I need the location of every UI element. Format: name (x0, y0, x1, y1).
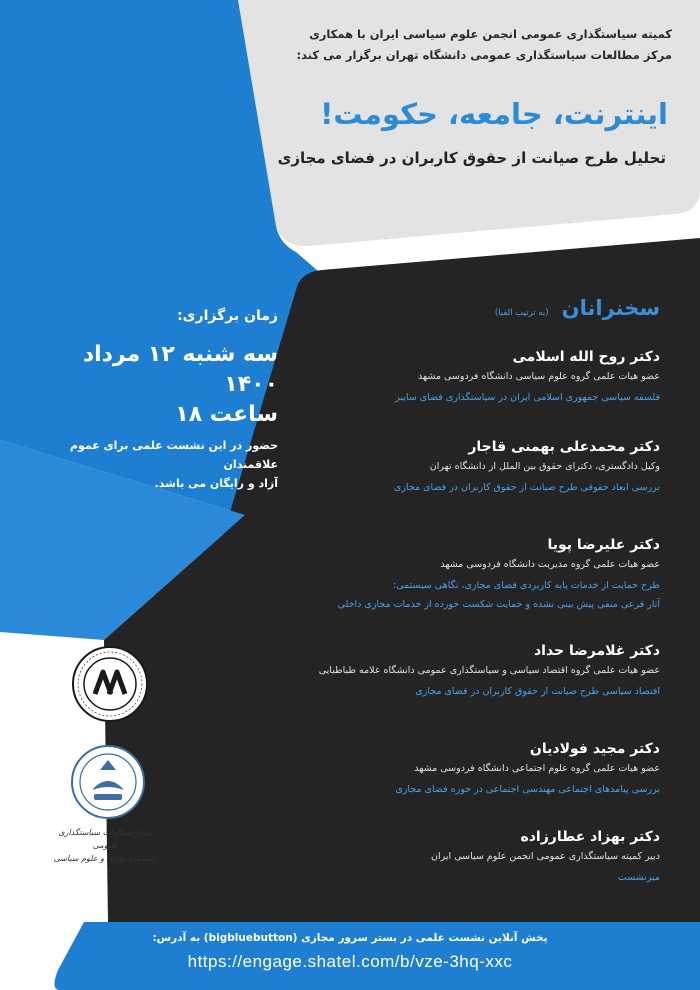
speaker-topic: فلسفه سیاسی جمهوری اسلامی ایران در سیاستگذاری فضای سایبر (395, 392, 660, 403)
speaker-name: دکتر روح الله اسلامی (512, 349, 660, 365)
speaker-affiliation: وکیل دادگستری، دکترای حقوق بین الملل از دانشگاه تهران (429, 461, 660, 472)
center-name (50, 826, 160, 865)
speaker-topic-continued: آثار فرعی منفی پیش بینی نشده و حمایت شکست خورده از خدمات مجازی داخلی (337, 599, 660, 610)
event-subtitle: تحلیل طرح صیانت از حقوق کاربران در فضای مجازی (277, 149, 666, 167)
stream-url-link[interactable]: https://engage.shatel.com/b/vze-3hq-xxc (187, 952, 513, 971)
intro-line-2: مرکز مطالعات سیاستگذاری عمومی دانشگاه تهران برگزار می کند: (296, 48, 672, 62)
speaker-block (330, 346, 660, 407)
speaker-name: دکتر علیرضا پویا (547, 537, 660, 553)
speaker-block (330, 738, 660, 799)
stream-footer (0, 928, 700, 976)
speaker-name: دکتر غلامرضا حداد (533, 643, 660, 659)
speakers-order-note: (به ترتیب الفبا) (494, 308, 549, 318)
note-line-2: آزاد و رایگان می باشد. (154, 477, 278, 490)
speaker-topic: بررسی ابعاد حقوقی طرح صیانت از حقوق کاربران در فضای مجازی (393, 482, 660, 493)
speakers-heading (495, 296, 660, 320)
speaker-topic: بررسی پیامدهای اجتماعی مهندسی اجتماعی در حوزه فضای مجازی (395, 784, 660, 795)
speaker-affiliation: دبیر کمیته سیاستگذاری عمومی انجمن علوم سیاسی ایران (431, 851, 660, 862)
time-label: زمان برگزاری: (177, 308, 278, 324)
speakers-title: سخنرانان (561, 296, 660, 320)
speaker-affiliation: عضو هیات علمی گروه علوم سیاسی دانشگاه فردوسی مشهد (418, 371, 660, 382)
center-name-line-2: دانشکده حقوق و علوم سیاسی (53, 854, 157, 863)
speaker-topic: اقتصاد سیاسی طرح صیانت از حقوق کاربران در فضای مجازی (415, 686, 660, 697)
speaker-block (300, 640, 660, 701)
speaker-affiliation: عضو هیات علمی گروه اقتصاد سیاسی و سیاستگذاری عمومی دانشگاه علامه طباطبایی (318, 665, 660, 676)
association-seal-icon (70, 644, 150, 724)
speaker-topic: میزنشست (617, 872, 660, 883)
center-name-line-1: مرکز مطالعات سیاستگذاری عمومی (58, 828, 152, 850)
event-headline: اینترنت، جامعه، حکومت! (320, 97, 668, 131)
stream-info: پخش آنلاین نشست علمی در بستر سرور مجازی (bigbluebutton) به آدرس: (152, 932, 548, 944)
event-datetime (38, 340, 278, 430)
speaker-block (330, 436, 660, 497)
date-line: سه شنبه ۱۲ مرداد ۱۴۰۰ (82, 342, 278, 397)
speaker-name: دکتر محمدعلی بهمنی قاجار (468, 439, 660, 455)
attendance-note (38, 436, 278, 493)
speaker-block (330, 826, 660, 887)
speaker-name: دکتر بهزاد عطارزاده (520, 829, 660, 845)
intro-line-1: کمیته سیاستگذاری عمومی انجمن علوم سیاسی ایران با همکاری (309, 27, 672, 41)
speaker-topic: طرح حمایت از خدمات پایه کاربردی فضای مجازی، نگاهی سیستمی: (393, 580, 660, 591)
speaker-affiliation: عضو هیات علمی گروه مدیریت دانشگاه فردوسی مشهد (440, 559, 660, 570)
university-seal-icon (70, 744, 146, 820)
organizer-intro (272, 24, 672, 66)
speaker-affiliation: عضو هیات علمی گروه علوم اجتماعی دانشگاه فردوسی مشهد (414, 763, 660, 774)
time-line: ساعت ۱۸ (175, 402, 278, 427)
speaker-block (330, 534, 660, 614)
speaker-name: دکتر مجید فولادیان (529, 741, 660, 757)
note-line-1: حضور در این نشست علمی برای عموم علاقمندان (69, 439, 278, 471)
